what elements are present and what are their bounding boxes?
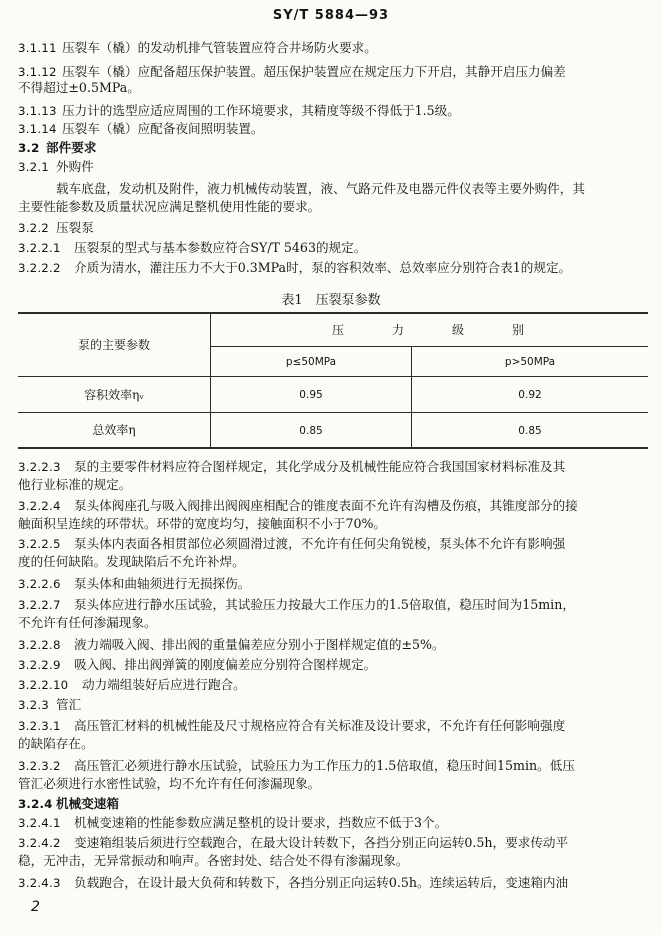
clause-line [18, 758, 654, 774]
clause-line [18, 536, 654, 552]
column-header-text: p>50MPa [504, 356, 556, 368]
clause-line [18, 736, 654, 752]
section-number: 3.2.1 [18, 160, 50, 174]
clause-number: 3.2.2.9 [18, 658, 61, 672]
clause-line [18, 677, 654, 693]
clause-line [18, 459, 654, 475]
subsection-heading [18, 159, 654, 175]
table-cell [211, 376, 412, 412]
section-number: 3.2.3 [18, 698, 50, 712]
subsection-heading [18, 697, 654, 713]
section-title: 管汇 [56, 697, 82, 712]
clause-line [18, 875, 654, 891]
clause-number: 3.2.2.4 [18, 499, 61, 513]
clause-text: 泵头体和曲轴须进行无损探伤。 [74, 576, 251, 591]
clause-number: 3.1.12 [18, 65, 57, 79]
clause-text: 压力计的选型应适应周围的工作环境要求，其精度等级不得低于1.5级。 [62, 103, 460, 118]
clause-number: 3.2.2.6 [18, 577, 61, 591]
clause-text: 的缺陷存在。 [18, 736, 94, 751]
clause-text: 触面积呈连续的环带状。环带的宽度均匀，接触面积不小于70%。 [18, 516, 387, 531]
clause-text: 不允许有任何渗漏现象。 [18, 615, 157, 630]
clause-text: 泵头体阀座孔与吸入阀排出阀阀座相配合的锥度表面不允许有沟槽及伤痕，其锥度部分的接 [74, 498, 578, 513]
clause-line [18, 815, 654, 831]
clause-number: 3.2.2.1 [18, 241, 61, 255]
table-cell [412, 376, 649, 412]
section-title: 部件要求 [46, 140, 97, 155]
clause-line [18, 835, 654, 851]
standard-code-header: SY/T 5884—93 [272, 8, 390, 23]
section-number: 3.2 [18, 141, 40, 155]
clause-number: 3.1.13 [18, 104, 57, 118]
clause-text: 压裂车（橇）应配备夜间照明装置。 [62, 121, 264, 136]
paragraph-line [56, 181, 654, 197]
paragraph-text: 载车底盘，发动机及附件，液力机械传动装置，液、气路元件及电器元件仪表等主要外购件，其 [56, 181, 585, 196]
clause-line [18, 597, 654, 613]
clause-text: 高压管汇材料的机械性能及尺寸规格应符合有关标准及设计要求，不允许有任何影响强度 [74, 718, 566, 733]
cell-value: 0.92 [518, 389, 542, 401]
clause-number: 3.2.2.3 [18, 460, 61, 474]
clause-text: 高压管汇必须进行静水压试验，试验压力为工作压力的1.5倍取值，稳压时间15min。低压 [74, 758, 575, 773]
clause-text: 稳，无冲击，无异常振动和响声。各密封处、结合处不得有渗漏现象。 [18, 853, 409, 868]
clause-text: 他行业标准的规定。 [18, 477, 132, 492]
clause-number: 3.2.4.3 [18, 876, 61, 890]
clause-text: 动力端组装好后应进行跑合。 [82, 677, 246, 692]
cell-value: 0.85 [299, 424, 323, 437]
clause-line [18, 498, 654, 514]
clause-number: 3.2.4.2 [18, 836, 61, 850]
row-header-cell [18, 313, 211, 376]
paragraph-line [18, 199, 654, 215]
clause-number: 3.2.3.1 [18, 719, 61, 733]
paragraph-text: 主要性能参数及质量状况应满足整机使用性能的要求。 [18, 199, 321, 214]
clause-line [18, 554, 654, 570]
clause-text: 液力端吸入阀、排出阀的重量偏差应分别小于图样规定值的±5%。 [74, 637, 445, 652]
clause-text: 泵的主要零件材料应符合图样规定，其化学成分及机械性能应符合我国国家材料标准及其 [74, 459, 566, 474]
clause-line [18, 80, 654, 96]
clause-number: 3.2.3.2 [18, 759, 61, 773]
table-cell [211, 412, 412, 448]
clause-line [18, 576, 654, 592]
pump-parameter-table [18, 312, 648, 449]
clause-line [18, 40, 654, 56]
clause-line [18, 637, 654, 653]
clause-line [18, 718, 654, 734]
clause-text: 度的任何缺陷。发现缺陷后不允许补焊。 [18, 554, 245, 569]
clause-line [18, 776, 654, 792]
row-header-text: 泵的主要参数 [77, 338, 150, 353]
table-row-label [18, 412, 211, 448]
section-title: 外购件 [56, 159, 94, 174]
table-cell [412, 412, 649, 448]
clause-text: 压裂泵的型式与基本参数应符合SY/T 5463的规定。 [74, 240, 367, 255]
page-number: 2 [31, 899, 40, 915]
cell-value: 0.95 [299, 389, 323, 401]
section-number: 3.2.2 [18, 221, 50, 235]
section-number: 3.2.4 [18, 797, 53, 811]
clause-line [18, 853, 654, 869]
table-caption: 表1 压裂泵参数 [281, 293, 381, 308]
clause-number: 3.1.14 [18, 122, 57, 136]
column-header-text: p≤50MPa [285, 356, 337, 368]
subsection-heading [18, 220, 654, 236]
clause-line [18, 64, 654, 80]
clause-line [18, 260, 654, 276]
clause-line [18, 121, 654, 137]
table-row-label [18, 376, 211, 412]
clause-text: 泵头体内表面各相贯部位必须圆滑过渡，不允许有任何尖角锐棱，泵头体不允许有影响强 [74, 536, 566, 551]
clause-line [18, 615, 654, 631]
row-label-text: 总效率η [92, 423, 136, 438]
subsection-heading [18, 796, 654, 812]
column-header-cell [211, 346, 412, 376]
clause-text: 吸入阀、排出阀弹簧的刚度偏差应分别符合图样规定。 [74, 657, 377, 672]
clause-line [18, 657, 654, 673]
clause-text: 介质为清水，灌注压力不大于0.3MPa时，泵的容积效率、总效率应分别符合表1的规定。 [74, 260, 572, 275]
clause-text: 负载跑合，在设计最大负荷和转数下，各挡分别正向运转0.5h。连续运转后，变速箱内油 [74, 875, 569, 890]
clause-number: 3.2.2.8 [18, 638, 61, 652]
group-header-text: 压 力 级 别 [331, 323, 527, 338]
section-title: 压裂泵 [56, 220, 94, 235]
clause-line [18, 103, 654, 119]
clause-number: 3.2.2.5 [18, 537, 61, 551]
clause-number: 3.2.2.10 [18, 678, 69, 692]
clause-text: 机械变速箱的性能参数应满足整机的设计要求，挡数应不低于3个。 [74, 815, 448, 830]
clause-text: 管汇必须进行水密性试验，均不允许有任何渗漏现象。 [18, 776, 321, 791]
clause-line [18, 477, 654, 493]
clause-number: 3.2.2.2 [18, 261, 61, 275]
clause-text: 泵头体应进行静水压试验，其试验压力按最大工作压力的1.5倍取值，稳压时间为15min， [74, 597, 575, 612]
section-title: 机械变速箱 [56, 796, 119, 811]
section-heading [18, 140, 654, 156]
clause-line [18, 516, 654, 532]
clause-text: 压裂车（橇）应配备超压保护装置。超压保护装置应在规定压力下开启，其静开启压力偏差 [62, 64, 566, 79]
clause-text: 变速箱组装后须进行空载跑合，在最大设计转数下，各挡分别正向运转0.5h，要求传动平 [74, 835, 569, 850]
clause-number: 3.2.4.1 [18, 816, 61, 830]
clause-number: 3.1.11 [18, 41, 57, 55]
clause-number: 3.2.2.7 [18, 598, 61, 612]
column-header-cell [412, 346, 649, 376]
cell-value: 0.85 [518, 424, 542, 437]
clause-text: 压裂车（橇）的发动机排气管装置应符合井场防火要求。 [62, 40, 377, 55]
row-label-text: 容积效率ηᵥ [84, 387, 144, 402]
clause-text: 不得超过±0.5MPa。 [18, 80, 140, 95]
clause-line [18, 240, 654, 256]
group-header-cell [211, 313, 649, 346]
